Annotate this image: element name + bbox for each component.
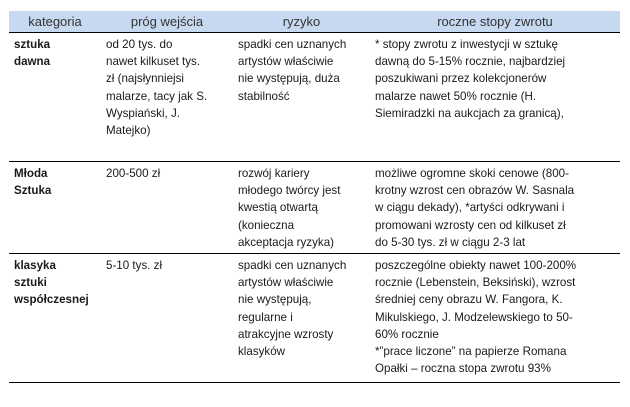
cell-prog-wejscia: od 20 tys. do nawet kilkuset tys. zł (najsłynniejsi malarze, tacy jak S. Wyspiański, J. Matejko) xyxy=(101,33,233,162)
cell-kategoria: sztuka dawna xyxy=(9,33,101,162)
table-row xyxy=(9,33,620,162)
header-prog-wejscia: próg wejścia xyxy=(101,11,233,33)
table-row xyxy=(9,254,620,383)
cell-ryzyko: rozwój kariery młodego twórcy jest kwestią otwartą (konieczna akceptacja ryzyka) xyxy=(233,162,370,254)
art-investment-table xyxy=(9,11,620,383)
cell-prog-wejscia: 5-10 tys. zł xyxy=(101,254,233,383)
cell-prog-wejscia: 200-500 zł xyxy=(101,162,233,254)
cell-ryzyko: spadki cen uznanych artystów właściwie nie występują, regularne i atrakcyjne wzrosty klasyków xyxy=(233,254,370,383)
header-roczne-stopy-zwrotu: roczne stopy zwrotu xyxy=(370,11,620,33)
cell-roczne-stopy-zwrotu: poszczególne obiekty nawet 100-200% rocznie (Lebenstein, Beksiński), wzrost średniej ceny obrazu W. Fangora, K. Mikulskiego, J. Modzelewskiego to 50- 60% rocznie *”prace liczone” na papierze Romana Opałki – roczna stopa zwrotu 93% xyxy=(370,254,620,383)
table-row xyxy=(9,162,620,254)
table-header-row xyxy=(9,11,620,33)
header-ryzyko: ryzyko xyxy=(233,11,370,33)
cell-kategoria: klasyka sztuki współczesnej xyxy=(9,254,101,383)
cell-roczne-stopy-zwrotu: * stopy zwrotu z inwestycji w sztukę dawną do 5-15% rocznie, najbardziej poszukiwani przez kolekcjonerów malarze nawet 50% rocznie (H. Siemiradzki na aukcjach za granicą), xyxy=(370,33,620,162)
cell-kategoria: Młoda Sztuka xyxy=(9,162,101,254)
header-kategoria: kategoria xyxy=(9,11,101,33)
cell-ryzyko: spadki cen uznanych artystów właściwie nie występują, duża stabilność xyxy=(233,33,370,162)
cell-roczne-stopy-zwrotu: możliwe ogromne skoki cenowe (800- krotny wzrost cen obrazów W. Sasnala w ciągu dekady), *artyści odkrywani i promowani wzrosty cen od kilkuset zł do 5-30 tys. zł w ciągu 2-3 lat xyxy=(370,162,620,254)
